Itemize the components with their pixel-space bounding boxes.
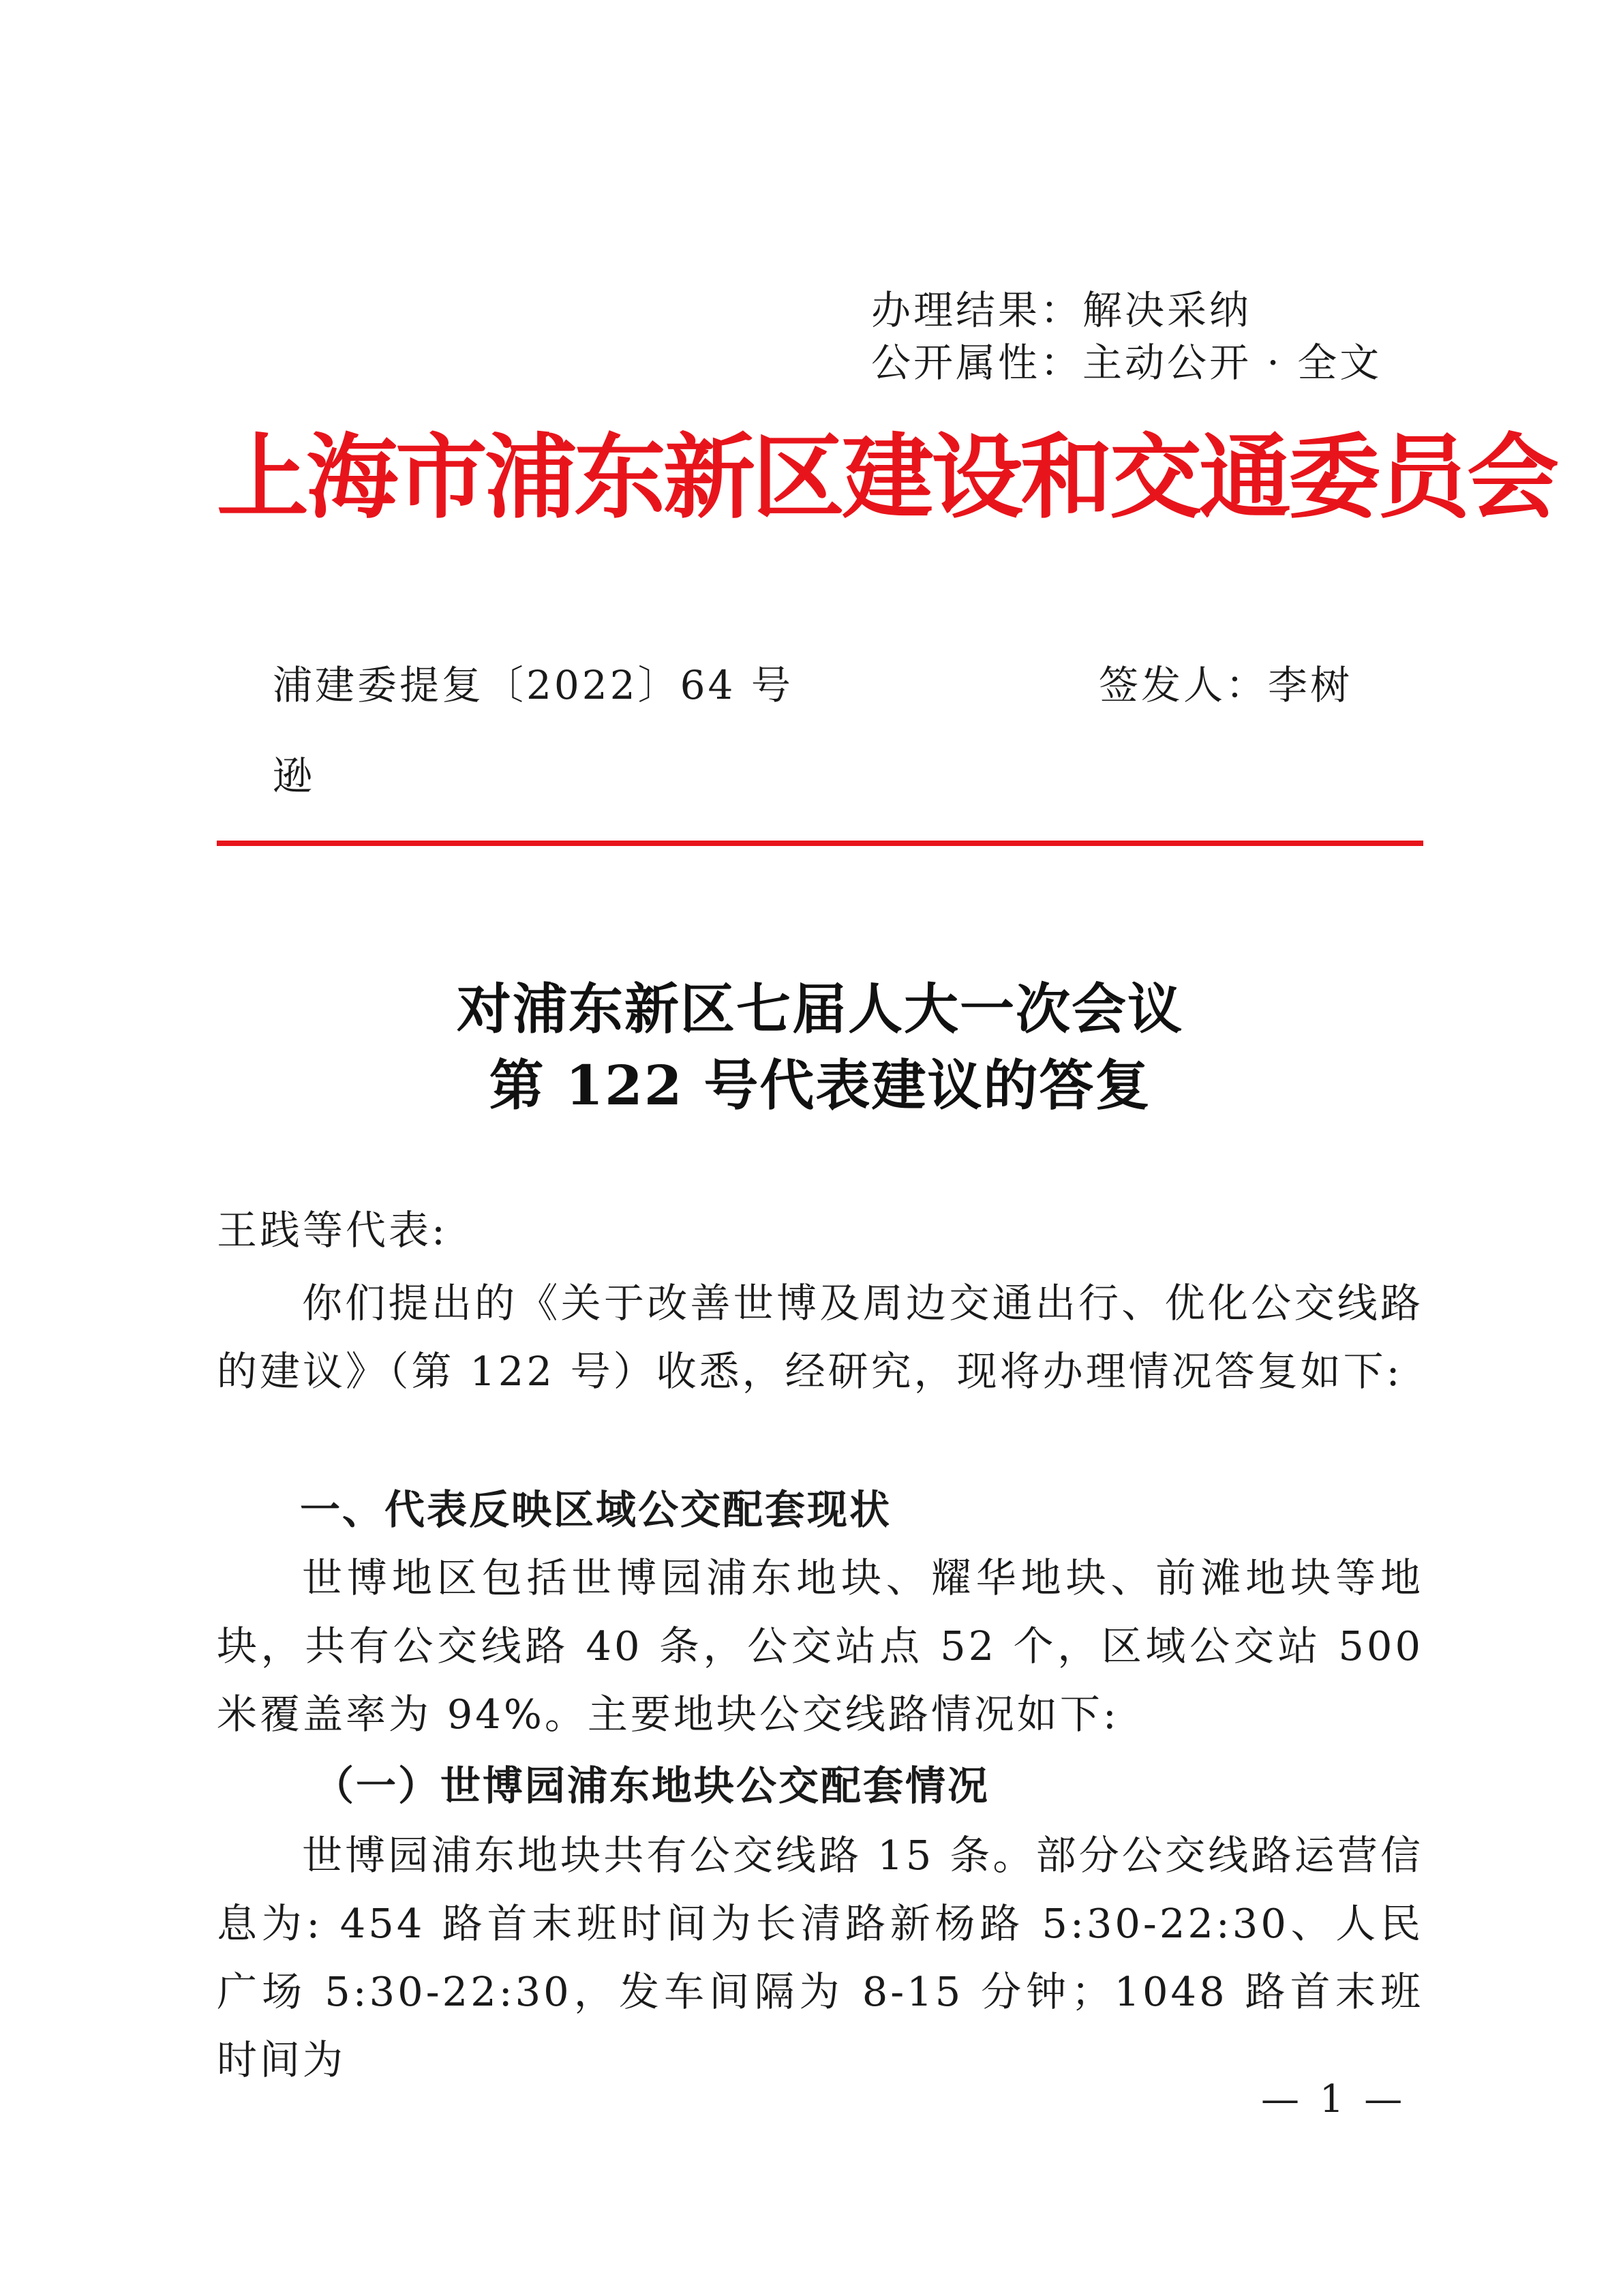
handling-result: 办理结果：解决采纳 <box>871 287 1252 333</box>
document-title-line-1: 对浦东新区七届人大一次会议 <box>457 977 1183 1041</box>
red-divider <box>217 841 1423 846</box>
section-heading-1: 一、代表反映区域公交配套现状 <box>300 1486 892 1533</box>
signer: 签发人：李树 <box>1099 662 1353 708</box>
signer-continuation: 逊 <box>273 753 313 799</box>
subsection-heading-1: （一）世博园浦东地块公交配套情况 <box>314 1762 990 1809</box>
document-number: 浦建委提复〔2022〕64 号 <box>273 662 793 708</box>
page-number: — 1 — <box>1261 2077 1407 2121</box>
document-title-line-2: 第 122 号代表建议的答复 <box>489 1053 1151 1117</box>
subsection-paragraph-1: 世博园浦东地块共有公交线路 15 条。部分公交线路运营信息为: 454 路首末班时间为长清路新杨路 5:30-22:30、人民广场 5:30-22:30，发车间隔为 8-15 分钟；1048 路首末班时间为 <box>217 1832 1423 2083</box>
disclosure-attribute: 公开属性：主动公开 · 全文 <box>871 339 1382 386</box>
salutation: 王践等代表: <box>217 1207 448 1254</box>
organization-header: 上海市浦东新区建设和交通委员会 <box>217 423 1556 531</box>
section-paragraph-1: 世博地区包括世博园浦东地块、耀华地块、前滩地块等地块，共有公交线路 40 条，公交站点 52 个，区域公交站 500 米覆盖率为 94%。主要地块公交线路情况如下: <box>217 1554 1423 1738</box>
intro-paragraph: 你们提出的《关于改善世博及周边交通出行、优化公交线路的建议》（第 122 号）收悉，经研究，现将办理情况答复如下: <box>217 1280 1423 1395</box>
